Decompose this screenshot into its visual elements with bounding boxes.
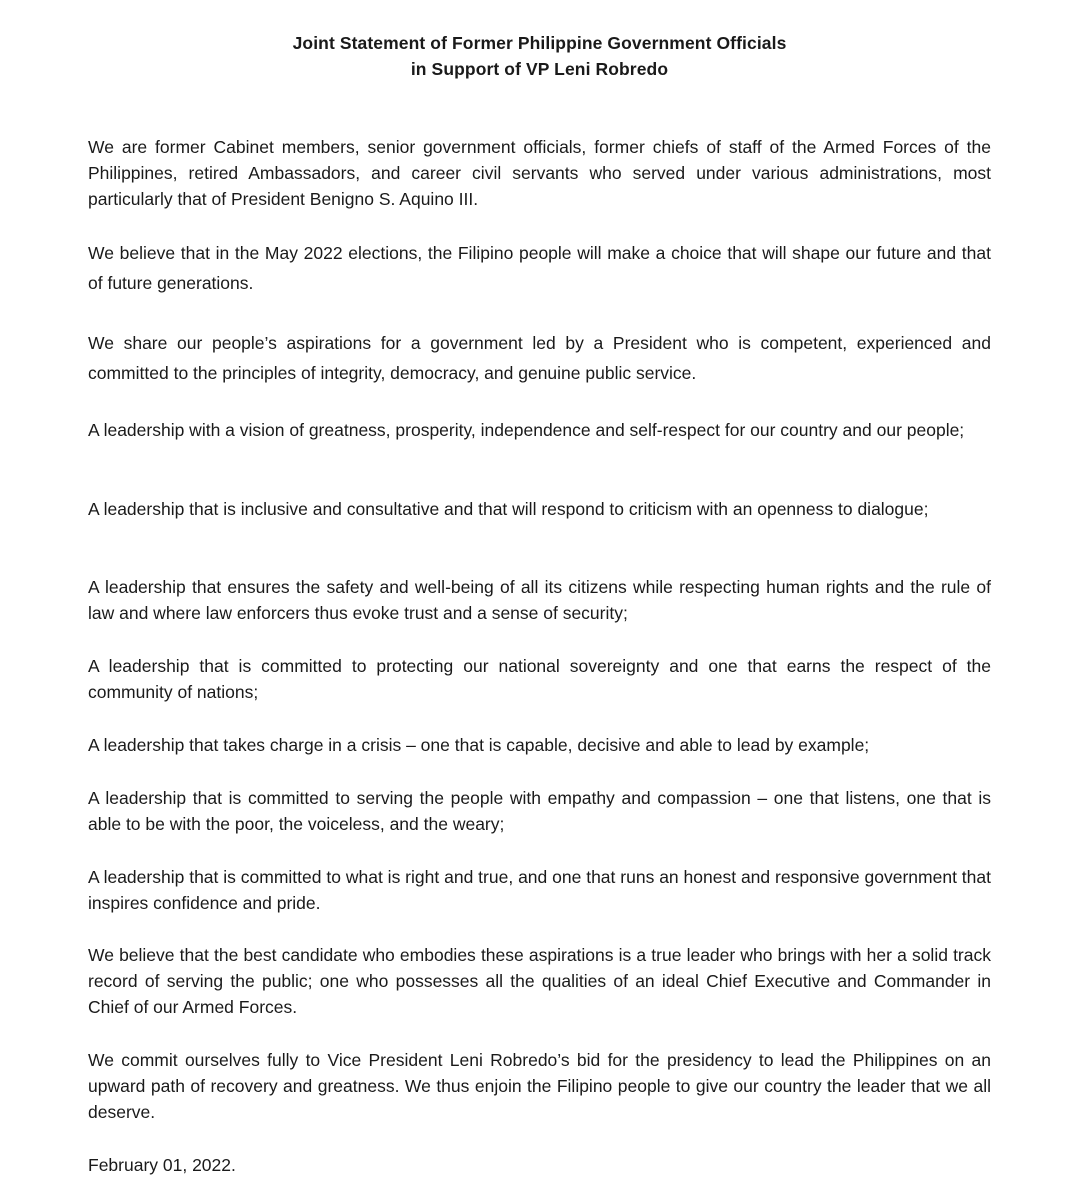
paragraph-leadership-honest: A leadership that is committed to what is right and true, and one that runs an honest and responsive government that inspires confidence and pride. <box>88 867 991 913</box>
paragraph-leadership-crisis: A leadership that takes charge in a crisis – one that is capable, decisive and able to lead by example; <box>88 735 870 755</box>
paragraph-leadership-sovereignty: A leadership that is committed to protecting our national sovereignty and one that earns the respect of the community of nations; <box>88 656 991 702</box>
document-title <box>0 30 1073 82</box>
paragraph-leadership-empathy: A leadership that is committed to serving the people with empathy and compassion – one that listens, one that is able to be with the poor, the voiceless, and the weary; <box>88 788 991 834</box>
paragraph-intro: We are former Cabinet members, senior government officials, former chiefs of staff of the Armed Forces of the Philippines, retired Ambassadors, and career civil servants who served under various administrations, most particularly that of President Benigno S. Aquino III. <box>88 137 991 209</box>
title-line-2: in Support of VP Leni Robredo <box>410 59 669 79</box>
document-date: February 01, 2022. <box>88 1155 236 1175</box>
paragraph-aspirations: We share our people’s aspirations for a government led by a President who is competent, experienced and committed to the principles of integrity, democracy, and genuine public service. <box>88 333 991 383</box>
paragraph-leadership-inclusive: A leadership that is inclusive and consultative and that will respond to criticism with an openness to dialogue; <box>88 499 929 519</box>
paragraph-leadership-vision: A leadership with a vision of greatness, prosperity, independence and self-respect for our country and our people; <box>88 420 965 440</box>
title-line-1: Joint Statement of Former Philippine Government Officials <box>292 33 787 53</box>
paragraph-elections: We believe that in the May 2022 elections, the Filipino people will make a choice that will shape our future and that of future generations. <box>88 243 991 293</box>
paragraph-best-candidate: We believe that the best candidate who embodies these aspirations is a true leader who brings with her a solid track record of serving the public; one who possesses all the qualities of an ideal Chief Executive and Commander in Chief of our Armed Forces. <box>88 945 991 1017</box>
paragraph-leadership-safety: A leadership that ensures the safety and well-being of all its citizens while respecting human rights and the rule of law and where law enforcers thus evoke trust and a sense of security; <box>88 577 991 623</box>
paragraph-commitment: We commit ourselves fully to Vice President Leni Robredo’s bid for the presidency to lead the Philippines on an upward path of recovery and greatness. We thus enjoin the Filipino people to give our country the leader that we all deserve. <box>88 1050 991 1122</box>
